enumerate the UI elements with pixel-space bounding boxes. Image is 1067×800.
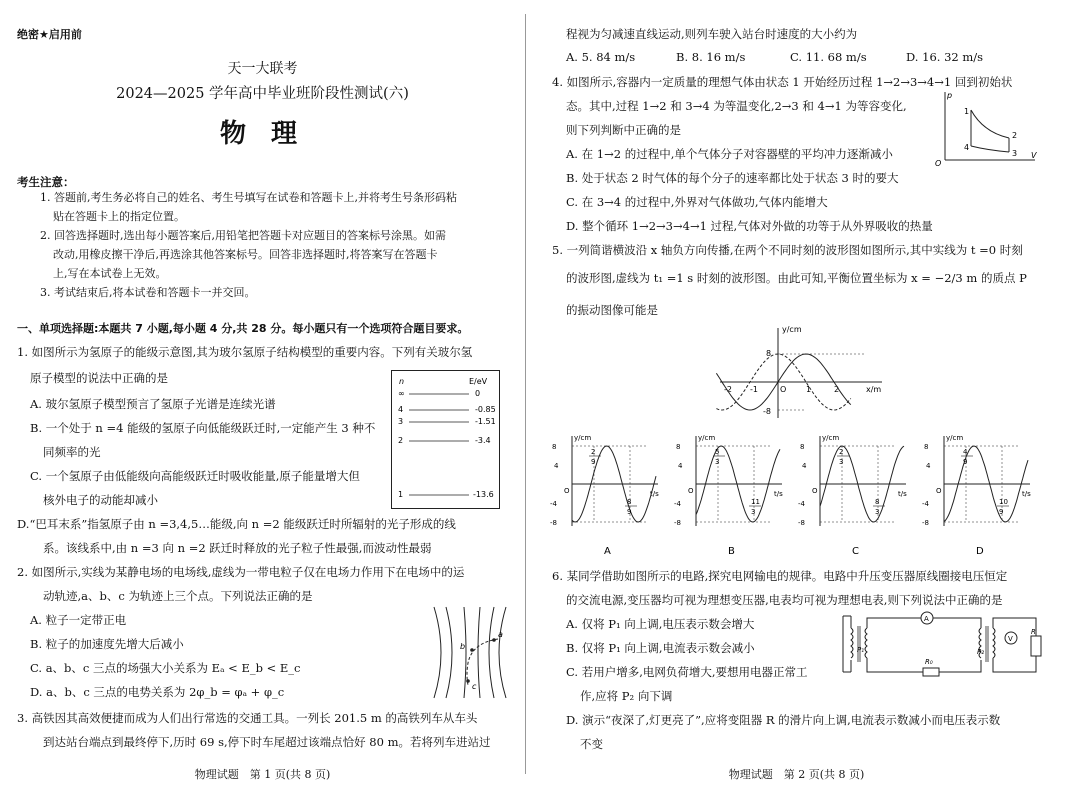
- wave-xtick: 1: [806, 385, 812, 394]
- point-b-label: b: [460, 642, 466, 651]
- q2-stem: 动轨迹,a、b、c 为轨迹上三个点。下列说法正确的是: [43, 589, 313, 603]
- origin-label: O: [935, 159, 942, 168]
- q1-option-b: 同频率的光: [43, 445, 101, 459]
- tick-denominator: 3: [839, 458, 844, 466]
- tick-denominator: 3: [715, 458, 720, 466]
- point-a-label: a: [498, 630, 503, 639]
- v-axis-label: V: [1031, 151, 1037, 160]
- q4-stem: 态。其中,过程 1→2 和 3→4 为等温变化,2→3 和 4→1 为等容变化,: [566, 99, 907, 113]
- notice-line: 3. 考试结束后,将本试卷和答题卡一并交回。: [40, 286, 256, 299]
- level-n: 1: [398, 490, 404, 499]
- x-axis-label: t/s: [1022, 490, 1031, 498]
- subject-title: 物 理: [219, 119, 306, 149]
- vibration-option-charts: [546, 430, 1066, 560]
- notice-line: 上,写在本试卷上无效。: [53, 267, 167, 280]
- notice-title: 考生注意：: [17, 175, 75, 189]
- tick-numerator: 8: [627, 498, 632, 506]
- wave-xtick: O: [780, 385, 787, 394]
- confidential-mark: 绝密★启用前: [17, 28, 82, 41]
- y-tick: 4: [926, 462, 931, 470]
- y-tick: -4: [798, 500, 805, 508]
- energy-level-diagram: [391, 370, 501, 510]
- section-heading: 一、单项选择题:本题共 7 小题,每小题 4 分,共 28 分。每小题只有一个选项符合题目要求。: [17, 322, 469, 335]
- tick-numerator: 8: [875, 498, 880, 506]
- x-axis-label: t/s: [650, 490, 659, 498]
- level-e: 0: [475, 389, 481, 398]
- q3-option-b: B. 8. 16 m/s: [676, 50, 746, 64]
- y-tick: 8: [552, 443, 557, 451]
- tick-denominator: 9: [627, 508, 632, 516]
- y-tick: -8: [674, 519, 681, 527]
- tick-numerator: 10: [999, 498, 1008, 506]
- y-tick: -4: [674, 500, 681, 508]
- electric-field-diagram: [428, 605, 510, 700]
- origin-label: O: [936, 487, 942, 495]
- option-letter: D: [976, 546, 984, 557]
- q1-option-c: C. 一个氢原子由低能级向高能级跃迁时吸收能量,原子能量增大但: [30, 469, 360, 483]
- y-axis-label: y/cm: [822, 434, 840, 442]
- notice-line: 贴在答题卡上的指定位置。: [53, 210, 185, 223]
- y-axis-label: y/cm: [698, 434, 716, 442]
- y-tick: -8: [550, 519, 557, 527]
- option-chart-a: [546, 430, 668, 558]
- q5-stem: 5. 一列简谐横波沿 x 轴负方向传播,在两个不同时刻的波形图如图所示,其中实线为 t =0 时刻: [552, 243, 1023, 257]
- r0-label: R₀: [925, 658, 933, 666]
- wave-ytick: -8: [763, 407, 771, 416]
- p1-label: P₁: [857, 646, 865, 654]
- q4-stem: 4. 如图所示,容器内一定质量的理想气体由状态 1 开始经历过程 1→2→3→4→1 回到初始状: [552, 75, 1013, 89]
- n-axis-label: n: [399, 377, 405, 386]
- wave-xtick: -1: [750, 385, 758, 394]
- circuit-diagram: [831, 608, 1043, 682]
- q1-option-c: 核外电子的动能却减小: [43, 493, 158, 507]
- wave-xtick: 2: [834, 385, 840, 394]
- level-e: -0.85: [475, 405, 496, 414]
- q5-stem: 的波形图,虚线为 t₁ =1 s 时刻的波形图。由此可知,平衡位置坐标为 x = −2/3 m 的质点 P: [566, 271, 1027, 285]
- notice-line: 1. 答题前,考生务必将自己的姓名、考生号填写在试卷和答题卡上,并将考生号条形码粘: [40, 191, 457, 204]
- wave-ylabel: y/cm: [782, 325, 802, 334]
- q4-option-a: A. 在 1→2 的过程中,单个气体分子对容器壁的平均冲力逐渐减小: [566, 147, 893, 161]
- option-chart-b: [670, 430, 792, 558]
- state-label: 1: [964, 107, 970, 116]
- q1-option-b: B. 一个处于 n =4 能级的氢原子向低能级跃迁时,一定能产生 3 种不: [30, 421, 376, 435]
- exam-title: 2024—2025 学年高中毕业班阶段性测试(六): [116, 86, 409, 102]
- q3-stem: 到达站台端点到最终停下,历时 69 s,停下时车尾超过该端点恰好 80 m。若将列车进站过: [43, 735, 491, 749]
- y-tick: 4: [678, 462, 683, 470]
- q5-stem: 的振动图像可能是: [566, 303, 658, 317]
- q1-stem: 1. 如图所示为氢原子的能级示意图,其为玻尔氢原子结构模型的重要内容。下列有关玻尔氢: [17, 345, 473, 359]
- q6-stem: 的交流电源,变压器均可视为理想变压器,电表均可视为理想电表,则下列说法中正确的是: [566, 593, 1003, 607]
- y-tick: -4: [922, 500, 929, 508]
- notice-line: 2. 回答选择题时,选出每小题答案后,用铅笔把答题卡对应题目的答案标号涂黑。如需: [40, 229, 446, 242]
- option-letter: B: [728, 546, 735, 557]
- origin-label: O: [688, 487, 694, 495]
- level-n: 3: [398, 417, 404, 426]
- level-n: 4: [398, 405, 404, 414]
- voltmeter-label: V: [1008, 635, 1013, 643]
- tick-denominator: 9: [999, 508, 1004, 516]
- level-e: -3.4: [475, 436, 491, 445]
- q1-stem: 原子模型的说法中正确的是: [30, 371, 168, 385]
- wave-ytick: 8: [766, 349, 772, 358]
- y-tick: 4: [802, 462, 807, 470]
- option-chart-c: [794, 430, 916, 558]
- q6-option-a: A. 仅将 P₁ 向上调,电压表示数会增大: [566, 617, 755, 631]
- option-letter: A: [604, 546, 611, 557]
- page-footer: 物理试题 第 2 页(共 8 页): [728, 768, 865, 781]
- x-axis-label: t/s: [774, 490, 783, 498]
- notice-line: 改动,用橡皮擦干净后,再选涂其他答案标号。回答非选择题时,将答案写在答题卡: [53, 248, 438, 261]
- q6-option-d: D. 演示“夜深了,灯更亮了”,应将变阻器 R 的滑片向上调,电流表示数减小而电压表示数: [566, 713, 1001, 727]
- q6-option-b: B. 仅将 P₁ 向上调,电流表示数会减小: [566, 641, 755, 655]
- point-c-label: c: [472, 682, 477, 691]
- wave-xtick: -2: [724, 385, 732, 394]
- level-e: -1.51: [475, 417, 496, 426]
- q6-option-c: C. 若用户增多,电网负荷增大,要想用电器正常工: [566, 665, 808, 679]
- q3-option-c: C. 11. 68 m/s: [790, 50, 867, 64]
- q4-option-d: D. 整个循环 1→2→3→4→1 过程,气体对外做的功等于从外界吸收的热量: [566, 219, 933, 233]
- q6-option-d: 不变: [580, 737, 603, 751]
- tick-numerator: 2: [591, 448, 596, 456]
- state-label: 4: [964, 143, 970, 152]
- level-n: ∞: [398, 389, 405, 398]
- q1-option-d: 系。该线系中,由 n =3 向 n =2 跃迁时释放的光子粒子性最强,而波动性最弱: [43, 541, 432, 555]
- ammeter-label: A: [924, 615, 929, 623]
- q4-option-c: C. 在 3→4 的过程中,外界对气体做功,气体内能增大: [566, 195, 828, 209]
- q6-stem: 6. 某同学借助如图所示的电路,探究电网输电的规律。电路中升压变压器原线圈接电压恒定: [552, 569, 1008, 583]
- y-tick: -8: [922, 519, 929, 527]
- page-2: [526, 0, 1067, 800]
- q3-option-d: D. 16. 32 m/s: [906, 50, 984, 64]
- y-axis-label: y/cm: [946, 434, 964, 442]
- state-label: 2: [1012, 131, 1018, 140]
- y-tick: 8: [800, 443, 805, 451]
- level-n: 2: [398, 436, 404, 445]
- q4-stem: 则下列判断中正确的是: [566, 123, 681, 137]
- tick-numerator: 5: [715, 448, 720, 456]
- q6-option-c: 作,应将 P₂ 向下调: [580, 689, 673, 703]
- y-tick: 4: [554, 462, 559, 470]
- exam-org: 天一大联考: [227, 61, 298, 77]
- q4-option-b: B. 处于状态 2 时气体的每个分子的速率都比处于状态 3 时的要大: [566, 171, 899, 185]
- q1-option-a: A. 玻尔氢原子模型预言了氢原子光谱是连续光谱: [30, 397, 276, 411]
- page-1: [0, 0, 525, 800]
- y-axis-label: y/cm: [574, 434, 592, 442]
- y-tick: -4: [550, 500, 557, 508]
- pv-graph: [931, 88, 1041, 168]
- tick-numerator: 2: [839, 448, 844, 456]
- tick-denominator: 3: [875, 508, 880, 516]
- y-tick: -8: [798, 519, 805, 527]
- tick-numerator: 11: [751, 498, 760, 506]
- wave-chart: [716, 322, 886, 422]
- q2-stem: 2. 如图所示,实线为某静电场的电场线,虚线为一带电粒子仅在电场力作用下在电场中的运: [17, 565, 465, 579]
- state-label: 3: [1012, 149, 1018, 158]
- option-chart-d: [918, 430, 1040, 558]
- level-e: -13.6: [473, 490, 494, 499]
- option-letter: C: [852, 546, 859, 557]
- q2-option-b: B. 粒子的加速度先增大后减小: [30, 637, 184, 651]
- tick-denominator: 9: [963, 458, 968, 466]
- q2-option-a: A. 粒子一定带正电: [30, 613, 127, 627]
- energy-axis-label: E/eV: [469, 377, 488, 386]
- y-tick: 8: [924, 443, 929, 451]
- q3-option-a: A. 5. 84 m/s: [566, 50, 636, 64]
- r-label: R: [1031, 628, 1036, 636]
- tick-numerator: 4: [963, 448, 968, 456]
- q3-continued: 程视为匀减速直线运动,则列车驶入站台时速度的大小约为: [566, 27, 858, 41]
- page-footer: 物理试题 第 1 页(共 8 页): [194, 768, 331, 781]
- p-axis-label: p: [947, 91, 953, 100]
- q2-option-c: C. a、b、c 三点的场强大小关系为 Eₐ < E_b < E_c: [30, 661, 301, 675]
- tick-denominator: 3: [751, 508, 756, 516]
- x-axis-label: t/s: [898, 490, 907, 498]
- tick-denominator: 9: [591, 458, 596, 466]
- p2-label: P₂: [977, 648, 985, 656]
- q3-stem: 3. 高铁因其高效便捷而成为人们出行常选的交通工具。一列长 201.5 m 的高铁列车从车头: [17, 711, 478, 725]
- wave-xlabel: x/m: [866, 385, 882, 394]
- q1-option-d: D.“巴耳末系”指氢原子由 n =3,4,5…能级,向 n =2 能级跃迁时所辐射的光子形成的线: [17, 517, 456, 531]
- y-tick: 8: [676, 443, 681, 451]
- origin-label: O: [564, 487, 570, 495]
- q2-option-d: D. a、b、c 三点的电势关系为 2φ_b = φₐ + φ_c: [30, 685, 285, 699]
- origin-label: O: [812, 487, 818, 495]
